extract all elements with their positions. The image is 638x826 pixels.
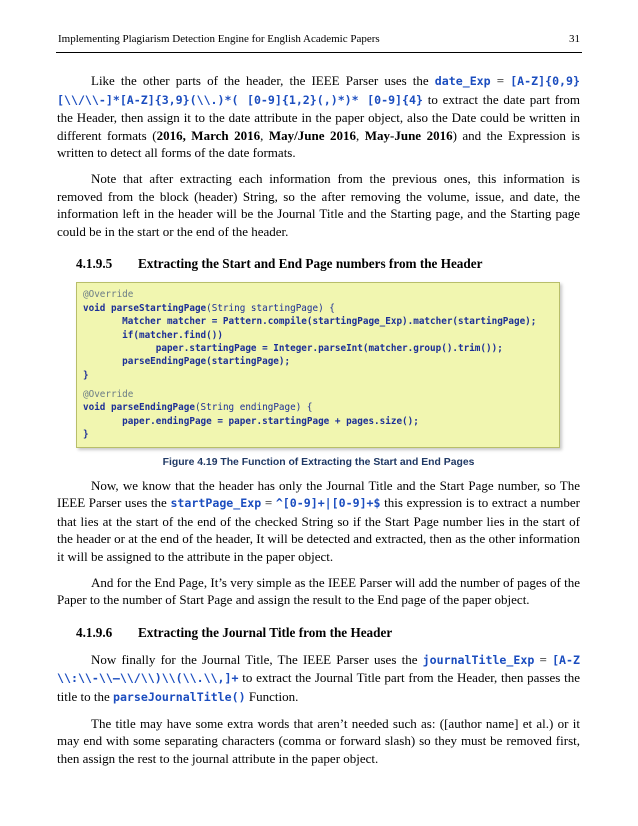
paragraph-title-cleanup: The title may have some extra words that aren’t needed such as: ([author name] et al.) or it may end with some separating characters (comma or forward slash) so they must be removed first, then assign the rest to the journal attribute in the paper object. — [57, 715, 580, 766]
section-heading-start-end-pages — [76, 256, 580, 272]
code-line: } — [83, 429, 89, 441]
paragraph-date-expression — [57, 72, 580, 162]
text-run: , — [260, 127, 269, 143]
text-run: ) and the Expression is written to detect all forms of the date formats. — [57, 127, 580, 161]
figure-caption: Figure 4.19 The Function of Extracting the Start and End Pages — [162, 456, 475, 468]
code-line: @Override — [83, 289, 134, 301]
section-number: 4.1.9.5 — [76, 256, 113, 272]
code-line: if(matcher.find()) — [83, 329, 223, 341]
paragraph-removal-note: Note that after extracting each information from the previous ones, this information is removed from the block (header) String, so the after removing the volume, issue, and date, the information left in the header will be the Journal Title and the Starting page, and the Starting page could be in the start or the end of the header. — [57, 170, 580, 239]
code-line: paper.startingPage = Integer.parseInt(matcher.group().trim()); — [83, 342, 503, 354]
inline-code-journal-exp: journalTitle_Exp — [422, 652, 535, 667]
paragraph-end-page: And for the End Page, It’s very simple as the IEEE Parser will add the number of pages of the Paper to the number of Start Page and assign the result to the End page of the paper object. — [57, 574, 580, 608]
text-run: = — [261, 495, 276, 511]
text-run: = — [534, 651, 553, 667]
code-token: (String endingPage) { — [194, 402, 313, 414]
code-token: void parseEndingPage — [83, 402, 195, 414]
section-title: Extracting the Start and End Page numbers from the Header — [138, 256, 483, 272]
code-token: void parseStartingPage — [83, 302, 207, 314]
paragraph-journal-expression — [57, 651, 580, 707]
date-format-3: May-June 2016 — [364, 127, 453, 143]
date-format-1: 2016, March 2016 — [156, 127, 261, 143]
text-run: , — [356, 127, 365, 143]
code-line: } — [83, 369, 89, 381]
code-line: parseEndingPage(startingPage); — [83, 356, 291, 368]
section-title: Extracting the Journal Title from the Header — [138, 624, 393, 640]
inline-code-startpage-exp: startPage_Exp — [170, 496, 262, 511]
inline-code-journal-regex: [A-Z \\:\\-\\–\\/\\)\\(\\.\\,]+ — [57, 652, 580, 686]
section-number: 4.1.9.6 — [76, 624, 113, 640]
text-run: Now, we know that the header has only the Journal Title and the Start Page number, so The IEEE Parser uses the — [57, 477, 580, 511]
text-run: Function. — [245, 688, 299, 704]
code-token: (String startingPage) { — [206, 302, 335, 314]
inline-code-date-exp: date_Exp — [434, 74, 491, 88]
inline-code-parse-journal-title: parseJournalTitle() — [112, 689, 246, 704]
text-run: = — [490, 73, 511, 88]
header-rule — [56, 52, 582, 53]
code-line — [83, 401, 553, 414]
text-run: to extract the Journal Title part from the Header, then passes the title to the — [57, 670, 580, 704]
running-header — [58, 33, 580, 45]
code-line: Matcher matcher = Pattern.compile(startingPage_Exp).matcher(startingPage); — [83, 316, 537, 328]
page-body — [57, 72, 580, 767]
section-heading-journal-title — [76, 625, 580, 641]
code-listing — [76, 282, 560, 447]
date-format-2: May/June 2016 — [268, 127, 356, 143]
inline-code-date-regex: [A-Z]{0,9}[\\/\\-]*[A-Z]{3,9}(\\.)*( [0-9]{1,2}(,)*)* [0-9]{4} — [57, 74, 580, 107]
code-line: paper.endingPage = paper.startingPage + pages.size(); — [83, 415, 419, 427]
code-line — [83, 302, 553, 315]
inline-code-startpage-regex: ^[0-9]+|[0-9]+$ — [275, 496, 381, 511]
paragraph-start-page-expression — [57, 477, 580, 566]
text-run: to extract the date part from the Header, then assign it to the date attribute in the paper object, also the Date could be written in different formats ( — [57, 91, 580, 143]
page-number: 31 — [569, 33, 580, 45]
text-run: Like the other parts of the header, the IEEE Parser uses the — [91, 73, 435, 88]
text-run: Now finally for the Journal Title, The IEEE Parser uses the — [91, 651, 423, 667]
running-header-title: Implementing Plagiarism Detection Engine for English Academic Papers — [58, 33, 380, 45]
code-line: @Override — [83, 389, 134, 401]
text-run: this expression is to extract a number that lies at the start of the end of the checked String so if the Start Page number lies in the start of the header or at the end of the header, It will be detected and extracted, then as the other information it will be assigned to the attribute in the paper object. — [57, 495, 580, 565]
